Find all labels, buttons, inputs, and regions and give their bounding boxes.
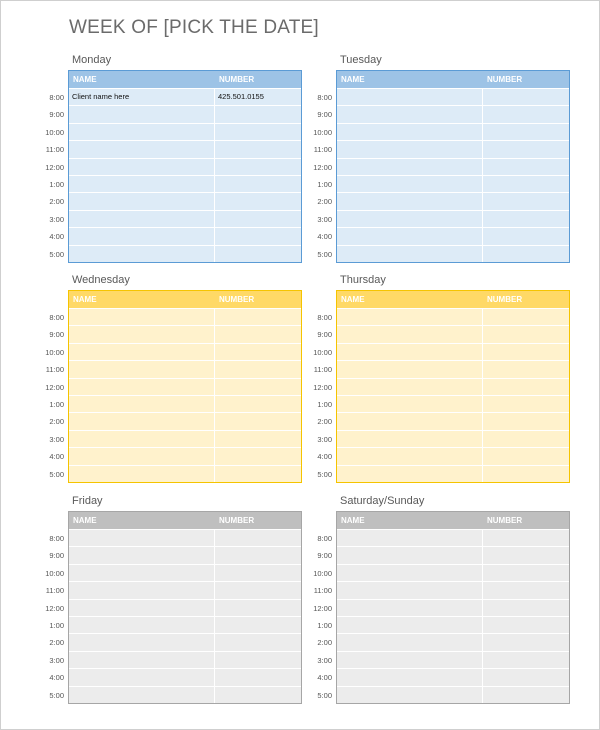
number-cell[interactable]	[483, 617, 569, 633]
day-block-wednesday	[45, 274, 338, 479]
day-label: Saturday/Sunday	[340, 495, 425, 507]
table-row	[337, 360, 569, 377]
time-label: 4:00	[317, 673, 332, 683]
table-row	[69, 210, 301, 227]
number-cell[interactable]	[483, 600, 569, 616]
schedule-table	[336, 70, 570, 263]
time-label: 8:00	[49, 534, 64, 543]
day-block-thursday	[313, 274, 600, 479]
table-row	[337, 529, 569, 546]
number-cell[interactable]	[215, 466, 301, 482]
table-header	[337, 71, 569, 88]
time-label: 12:00	[313, 603, 332, 613]
number-cell[interactable]	[483, 634, 569, 650]
number-cell[interactable]	[483, 106, 569, 122]
table-row	[337, 651, 569, 668]
schedule-table	[68, 511, 302, 704]
number-cell[interactable]	[483, 582, 569, 598]
table-header	[337, 291, 569, 308]
day-block-saturday-sunday	[313, 495, 600, 700]
table-row	[69, 105, 301, 122]
name-cell[interactable]	[69, 617, 215, 633]
number-cell[interactable]	[483, 547, 569, 563]
day-label: Monday	[72, 54, 112, 66]
name-cell[interactable]	[69, 582, 215, 598]
day-label: Tuesday	[340, 54, 382, 66]
name-cell[interactable]	[69, 687, 215, 703]
time-label: 4:00	[317, 232, 332, 242]
table-header	[69, 512, 301, 529]
table-body	[69, 88, 301, 262]
time-label: 11:00	[313, 365, 332, 375]
column-header-number: NUMBER	[487, 295, 523, 304]
table-row	[69, 158, 301, 175]
table-row	[337, 465, 569, 482]
name-cell[interactable]	[337, 530, 483, 546]
time-label: 3:00	[49, 655, 64, 665]
table-row	[69, 599, 301, 616]
day-block-monday	[45, 54, 338, 259]
name-cell[interactable]	[69, 124, 215, 140]
name-cell[interactable]	[337, 106, 483, 122]
time-label: 1:00	[49, 620, 64, 630]
name-cell[interactable]	[337, 669, 483, 685]
name-cell[interactable]	[69, 193, 215, 209]
time-label: 2:00	[49, 197, 64, 207]
page-title: WEEK OF [PICK THE DATE]	[69, 17, 319, 38]
number-cell[interactable]	[215, 193, 301, 209]
table-row	[69, 378, 301, 395]
time-label: 10:00	[45, 127, 64, 137]
time-column	[34, 309, 64, 483]
table-row	[337, 308, 569, 325]
number-cell[interactable]	[215, 159, 301, 175]
time-label: 2:00	[317, 197, 332, 207]
number-cell[interactable]	[215, 652, 301, 668]
number-cell[interactable]	[215, 565, 301, 581]
time-label: 10:00	[45, 568, 64, 578]
time-label: 9:00	[317, 110, 332, 120]
column-header-name: NAME	[73, 516, 97, 525]
table-row	[69, 668, 301, 685]
time-label: 9:00	[49, 330, 64, 340]
table-row	[337, 245, 569, 262]
number-cell[interactable]	[215, 669, 301, 685]
name-cell[interactable]	[337, 582, 483, 598]
time-label: 3:00	[49, 434, 64, 444]
name-cell[interactable]	[337, 193, 483, 209]
name-cell[interactable]	[337, 431, 483, 447]
table-row	[337, 430, 569, 447]
column-header-number: NUMBER	[487, 75, 523, 84]
time-label: 12:00	[313, 162, 332, 172]
time-label: 12:00	[45, 603, 64, 613]
number-cell[interactable]	[483, 211, 569, 227]
day-block-friday	[45, 495, 338, 700]
number-cell[interactable]	[483, 361, 569, 377]
table-row	[69, 412, 301, 429]
time-label: 5:00	[317, 690, 332, 700]
number-cell[interactable]	[215, 326, 301, 342]
number-cell[interactable]	[483, 652, 569, 668]
number-cell[interactable]	[483, 89, 569, 105]
column-header-name: NAME	[73, 75, 97, 84]
number-cell[interactable]	[215, 379, 301, 395]
table-header	[69, 291, 301, 308]
name-cell[interactable]	[337, 652, 483, 668]
name-cell[interactable]	[337, 379, 483, 395]
table-header	[337, 512, 569, 529]
time-label: 11:00	[45, 365, 64, 375]
table-row	[337, 412, 569, 429]
name-cell[interactable]	[337, 141, 483, 157]
day-block-tuesday	[313, 54, 600, 259]
time-label: 11:00	[45, 586, 64, 596]
number-cell[interactable]	[483, 344, 569, 360]
name-cell[interactable]	[69, 600, 215, 616]
day-label: Friday	[72, 495, 103, 507]
time-label: 8:00	[317, 534, 332, 543]
table-row	[337, 599, 569, 616]
name-cell[interactable]	[337, 344, 483, 360]
column-header-number: NUMBER	[219, 75, 255, 84]
number-cell[interactable]	[483, 141, 569, 157]
table-row	[337, 378, 569, 395]
number-cell[interactable]	[215, 228, 301, 244]
time-label: 2:00	[317, 417, 332, 427]
number-cell[interactable]	[215, 600, 301, 616]
name-cell[interactable]	[337, 361, 483, 377]
name-cell[interactable]	[69, 361, 215, 377]
table-row	[337, 343, 569, 360]
time-label: 2:00	[49, 638, 64, 648]
number-cell[interactable]	[483, 466, 569, 482]
table-row	[69, 651, 301, 668]
table-row	[69, 447, 301, 464]
table-row	[69, 245, 301, 262]
table-body	[337, 88, 569, 262]
table-row	[337, 564, 569, 581]
time-label: 1:00	[317, 620, 332, 630]
number-cell[interactable]	[483, 176, 569, 192]
name-cell[interactable]	[69, 652, 215, 668]
column-header-name: NAME	[73, 295, 97, 304]
number-cell[interactable]	[215, 361, 301, 377]
time-label: 5:00	[49, 249, 64, 259]
time-label: 12:00	[313, 382, 332, 392]
time-label: 10:00	[313, 347, 332, 357]
name-cell[interactable]	[337, 466, 483, 482]
name-cell[interactable]	[69, 379, 215, 395]
name-cell[interactable]: Client name here	[69, 89, 215, 105]
number-cell[interactable]	[483, 193, 569, 209]
time-label: 1:00	[317, 399, 332, 409]
table-body	[337, 308, 569, 482]
column-header-number: NUMBER	[219, 516, 255, 525]
name-cell[interactable]	[69, 413, 215, 429]
table-row	[337, 447, 569, 464]
name-cell[interactable]	[69, 159, 215, 175]
name-cell[interactable]	[69, 211, 215, 227]
number-cell[interactable]	[215, 106, 301, 122]
name-cell[interactable]	[69, 106, 215, 122]
name-cell[interactable]	[337, 246, 483, 262]
time-label: 5:00	[49, 690, 64, 700]
table-row	[337, 395, 569, 412]
number-cell[interactable]	[215, 634, 301, 650]
time-label: 8:00	[317, 93, 332, 102]
name-cell[interactable]	[337, 159, 483, 175]
number-cell[interactable]	[483, 309, 569, 325]
name-cell[interactable]	[69, 344, 215, 360]
table-row	[337, 227, 569, 244]
table-row	[337, 668, 569, 685]
time-label: 2:00	[49, 417, 64, 427]
table-row	[69, 360, 301, 377]
number-cell[interactable]	[215, 431, 301, 447]
number-cell[interactable]	[215, 176, 301, 192]
number-cell[interactable]	[215, 124, 301, 140]
table-row	[69, 686, 301, 703]
schedule-table	[336, 511, 570, 704]
number-cell[interactable]	[483, 246, 569, 262]
schedule-table	[336, 290, 570, 483]
time-label: 3:00	[317, 214, 332, 224]
name-cell[interactable]	[337, 309, 483, 325]
table-row	[337, 633, 569, 650]
time-label: 5:00	[317, 469, 332, 479]
time-label: 5:00	[317, 249, 332, 259]
number-cell[interactable]	[483, 326, 569, 342]
name-cell[interactable]	[69, 547, 215, 563]
table-body	[69, 308, 301, 482]
time-label: 9:00	[317, 330, 332, 340]
name-cell[interactable]	[69, 669, 215, 685]
table-row	[69, 343, 301, 360]
time-label: 10:00	[313, 127, 332, 137]
number-cell[interactable]	[215, 582, 301, 598]
column-header-name: NAME	[341, 295, 365, 304]
day-label: Wednesday	[72, 274, 130, 286]
name-cell[interactable]	[337, 228, 483, 244]
time-label: 5:00	[49, 469, 64, 479]
number-cell[interactable]	[215, 396, 301, 412]
name-cell[interactable]	[337, 124, 483, 140]
table-row	[337, 175, 569, 192]
day-label: Thursday	[340, 274, 386, 286]
number-cell[interactable]	[483, 228, 569, 244]
name-cell[interactable]	[69, 246, 215, 262]
table-row	[337, 123, 569, 140]
name-cell[interactable]	[69, 466, 215, 482]
name-cell[interactable]	[69, 448, 215, 464]
name-cell[interactable]	[337, 448, 483, 464]
number-cell[interactable]	[483, 669, 569, 685]
time-label: 2:00	[317, 638, 332, 648]
name-cell[interactable]	[69, 326, 215, 342]
time-label: 9:00	[49, 551, 64, 561]
number-cell[interactable]	[215, 309, 301, 325]
table-row	[337, 158, 569, 175]
number-cell[interactable]	[215, 246, 301, 262]
table-row	[337, 581, 569, 598]
time-label: 3:00	[317, 655, 332, 665]
name-cell[interactable]	[337, 326, 483, 342]
table-row	[337, 686, 569, 703]
number-cell[interactable]	[483, 413, 569, 429]
number-cell[interactable]	[483, 530, 569, 546]
time-label: 8:00	[49, 313, 64, 322]
schedule-table	[68, 70, 302, 263]
table-row	[69, 192, 301, 209]
table-row	[337, 88, 569, 105]
number-cell[interactable]	[483, 124, 569, 140]
number-cell[interactable]	[483, 431, 569, 447]
schedule-table	[68, 290, 302, 483]
number-cell[interactable]	[215, 547, 301, 563]
table-row	[69, 465, 301, 482]
table-row	[69, 581, 301, 598]
name-cell[interactable]	[337, 600, 483, 616]
time-label: 11:00	[313, 145, 332, 155]
table-row	[337, 325, 569, 342]
name-cell[interactable]	[337, 413, 483, 429]
name-cell[interactable]	[69, 309, 215, 325]
number-cell[interactable]	[215, 617, 301, 633]
name-cell[interactable]	[337, 687, 483, 703]
table-header	[69, 71, 301, 88]
table-row	[69, 430, 301, 447]
number-cell[interactable]	[483, 448, 569, 464]
table-row	[69, 546, 301, 563]
column-header-number: NUMBER	[487, 516, 523, 525]
number-cell[interactable]	[215, 344, 301, 360]
number-cell[interactable]	[215, 413, 301, 429]
name-cell[interactable]	[337, 211, 483, 227]
column-header-name: NAME	[341, 516, 365, 525]
table-row	[337, 210, 569, 227]
time-label: 3:00	[49, 214, 64, 224]
name-cell[interactable]	[337, 617, 483, 633]
table-row	[337, 140, 569, 157]
name-cell[interactable]	[337, 176, 483, 192]
table-row	[69, 325, 301, 342]
name-cell[interactable]	[69, 565, 215, 581]
name-cell[interactable]	[69, 228, 215, 244]
name-cell[interactable]	[337, 634, 483, 650]
number-cell[interactable]	[215, 687, 301, 703]
time-label: 4:00	[317, 452, 332, 462]
name-cell[interactable]	[69, 176, 215, 192]
name-cell[interactable]	[69, 634, 215, 650]
time-column	[34, 530, 64, 704]
time-label: 1:00	[317, 179, 332, 189]
time-column	[302, 530, 332, 704]
number-cell[interactable]	[483, 379, 569, 395]
column-header-name: NAME	[341, 75, 365, 84]
time-label: 8:00	[317, 313, 332, 322]
table-row	[69, 633, 301, 650]
number-cell[interactable]	[215, 211, 301, 227]
name-cell[interactable]	[337, 89, 483, 105]
number-cell[interactable]	[215, 141, 301, 157]
table-row	[337, 105, 569, 122]
number-cell[interactable]: 425.501.0155	[218, 92, 264, 101]
table-row	[337, 192, 569, 209]
table-row	[69, 123, 301, 140]
name-cell[interactable]	[69, 141, 215, 157]
table-row	[69, 88, 301, 105]
name-cell[interactable]	[337, 565, 483, 581]
time-label: 4:00	[49, 232, 64, 242]
time-label: 8:00	[49, 93, 64, 102]
name-cell[interactable]	[69, 431, 215, 447]
time-label: 3:00	[317, 434, 332, 444]
time-label: 11:00	[45, 145, 64, 155]
table-row	[69, 395, 301, 412]
time-label: 9:00	[49, 110, 64, 120]
table-body	[69, 529, 301, 703]
table-row	[69, 227, 301, 244]
time-label: 1:00	[49, 179, 64, 189]
number-cell[interactable]	[215, 530, 301, 546]
time-label: 12:00	[45, 382, 64, 392]
name-cell[interactable]	[69, 396, 215, 412]
number-cell[interactable]	[483, 159, 569, 175]
table-row	[337, 546, 569, 563]
number-cell[interactable]	[483, 565, 569, 581]
time-label: 9:00	[317, 551, 332, 561]
time-label: 12:00	[45, 162, 64, 172]
name-cell[interactable]	[69, 530, 215, 546]
name-cell[interactable]	[337, 396, 483, 412]
table-row	[69, 175, 301, 192]
table-body	[337, 529, 569, 703]
time-label: 10:00	[313, 568, 332, 578]
number-cell[interactable]	[215, 448, 301, 464]
column-header-number: NUMBER	[219, 295, 255, 304]
time-label: 4:00	[49, 673, 64, 683]
time-label: 11:00	[313, 586, 332, 596]
table-row	[69, 616, 301, 633]
name-cell[interactable]	[337, 547, 483, 563]
time-label: 10:00	[45, 347, 64, 357]
time-label: 1:00	[49, 399, 64, 409]
table-row	[337, 616, 569, 633]
table-row	[69, 564, 301, 581]
time-column	[302, 309, 332, 483]
time-column	[34, 89, 64, 263]
table-row	[69, 529, 301, 546]
time-label: 4:00	[49, 452, 64, 462]
table-row	[69, 140, 301, 157]
number-cell[interactable]	[483, 396, 569, 412]
number-cell[interactable]	[483, 687, 569, 703]
time-column	[302, 89, 332, 263]
table-row	[69, 308, 301, 325]
